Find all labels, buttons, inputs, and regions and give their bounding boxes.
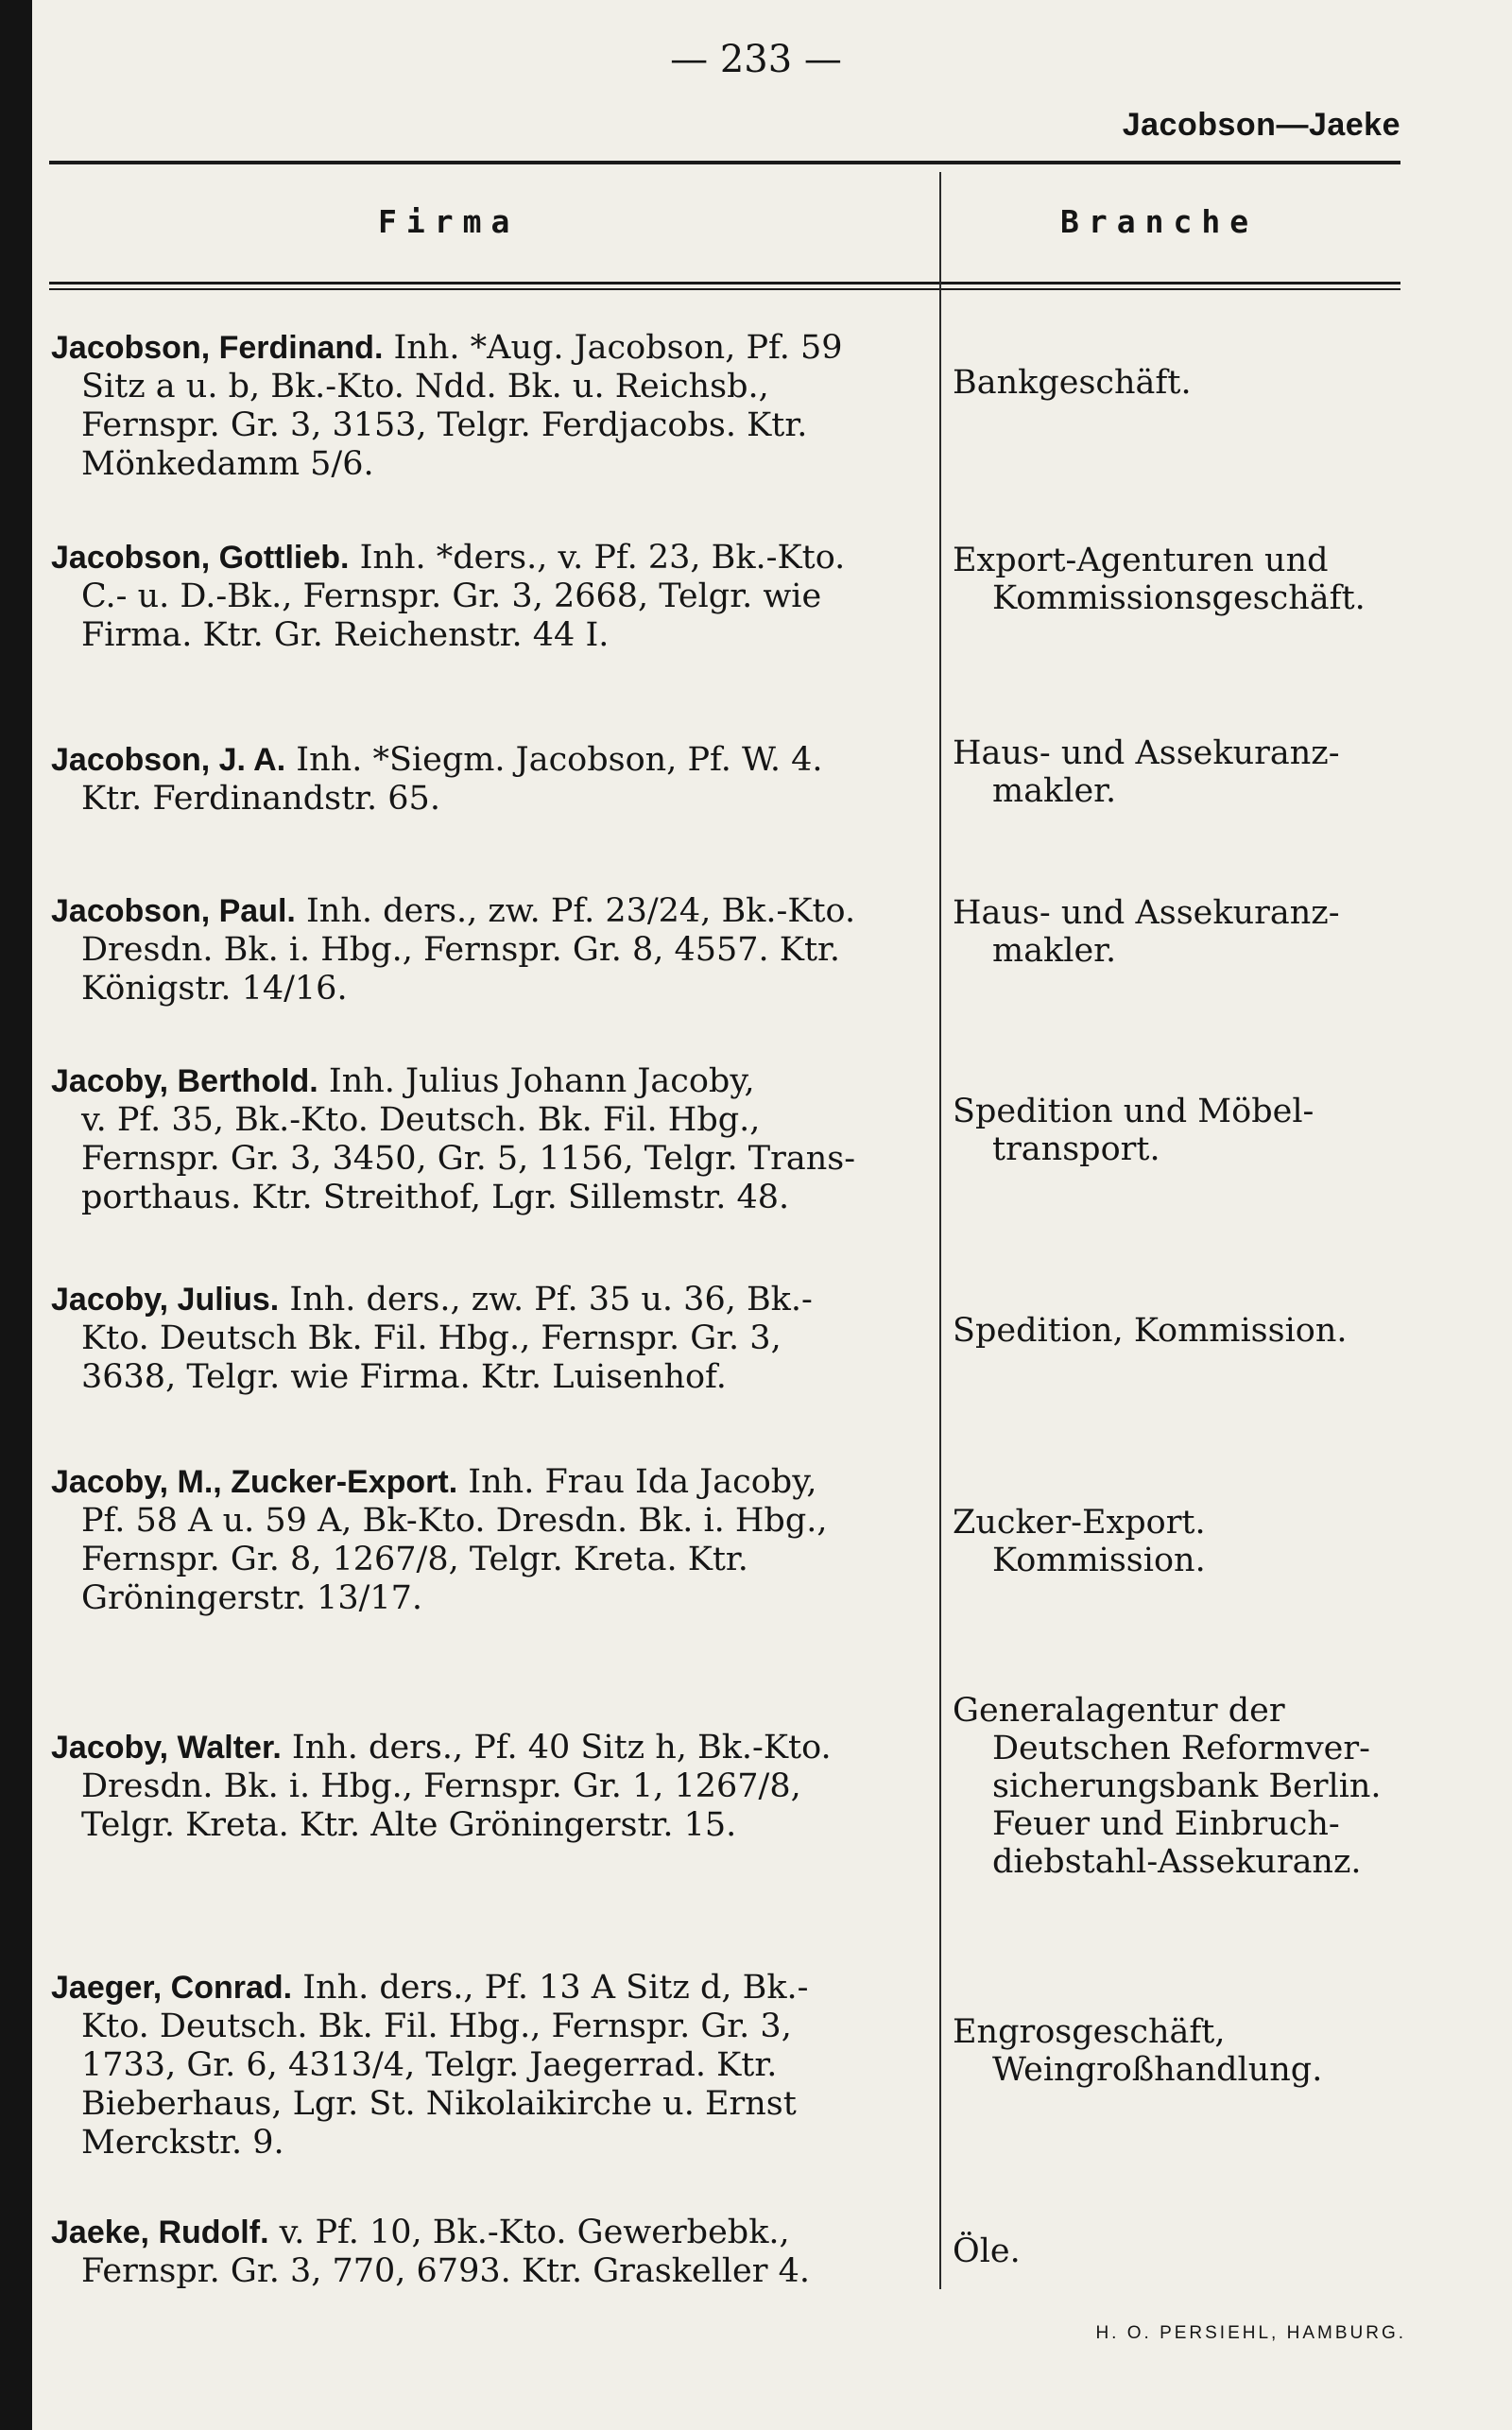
firm-name: Jacoby, Berthold. (51, 1063, 318, 1099)
branche-text: diebstahl-Assekuranz. (992, 1843, 1362, 1881)
entry-text: Fernspr. Gr. 3, 3450, Gr. 5, 1156, Telgr. Trans- (81, 1140, 856, 1178)
firm-name: Jacobson, Ferdinand. (51, 330, 384, 366)
firm-name: Jaeke, Rudolf. (51, 2215, 269, 2250)
branche-text: Spedition, Kommission. (953, 1312, 1348, 1350)
branche-entry (953, 894, 1406, 970)
directory-entry (51, 329, 930, 484)
entry-text: Kto. Deutsch Bk. Fil. Hbg., Fernspr. Gr. 3, (81, 1319, 782, 1357)
entry-text: Bieberhaus, Lgr. St. Nikolaikirche u. Ernst (81, 2085, 797, 2123)
directory-entry (51, 1729, 930, 1845)
entry-text: Dresdn. Bk. i. Hbg., Fernspr. Gr. 1, 1267/8, (81, 1767, 801, 1805)
entry-text: 3638, Telgr. wie Firma. Ktr. Luisenhof. (81, 1358, 727, 1396)
directory-entry (51, 2214, 930, 2291)
branche-text: makler. (992, 932, 1117, 970)
header-rule-bottom-1 (49, 282, 1400, 284)
entry-text: Inh. *ders., v. Pf. 23, Bk.-Kto. (349, 539, 846, 577)
book-spine-shadow (0, 0, 32, 2430)
branche-text: Bankgeschäft. (953, 364, 1192, 402)
entry-text: Fernspr. Gr. 8, 1267/8, Telgr. Kreta. Ktr. (81, 1541, 748, 1578)
directory-entry (51, 1969, 930, 2163)
entry-text: Mönkedamm 5/6. (81, 445, 374, 483)
column-divider (939, 172, 941, 2289)
entry-text: v. Pf. 35, Bk.-Kto. Deutsch. Bk. Fil. Hbg., (81, 1101, 761, 1139)
branche-entry (953, 1312, 1406, 1350)
branche-text: Haus- und Assekuranz- (953, 734, 1340, 772)
entry-text: Inh. *Siegm. Jacobson, Pf. W. 4. (285, 741, 823, 779)
branche-entry (953, 542, 1406, 617)
branche-text: transport. (992, 1130, 1160, 1168)
entry-text: Inh. ders., Pf. 40 Sitz h, Bk.-Kto. (281, 1729, 832, 1766)
firm-name: Jacoby, Julius. (51, 1282, 280, 1318)
entry-text: Inh. Julius Johann Jacoby, (318, 1062, 755, 1100)
directory-entry (51, 741, 930, 819)
entry-text: Ktr. Ferdinandstr. 65. (81, 780, 440, 818)
branche-text: Feuer und Einbruch- (992, 1805, 1340, 1843)
branche-entry (953, 2013, 1406, 2089)
branche-text: Deutschen Reformver- (992, 1730, 1370, 1767)
entry-text: Kto. Deutsch. Bk. Fil. Hbg., Fernspr. Gr. 3, (81, 2008, 792, 2045)
firm-name: Jacobson, Paul. (51, 893, 296, 929)
entry-text: Fernspr. Gr. 3, 3153, Telgr. Ferdjacobs. Ktr. (81, 406, 808, 444)
entry-text: v. Pf. 10, Bk.-Kto. Gewerbebk., (268, 2214, 790, 2251)
entry-text: Inh. Frau Ida Jacoby, (457, 1463, 817, 1501)
printer-imprint: H. O. PERSIEHL, HAMBURG. (1095, 2323, 1406, 2343)
branche-text: Öle. (953, 2232, 1021, 2270)
header-rule-bottom-2 (49, 288, 1400, 290)
branche-entry (953, 1093, 1406, 1168)
entry-text: Telgr. Kreta. Ktr. Alte Gröningerstr. 15. (81, 1806, 737, 1844)
firm-name: Jacobson, Gottlieb. (51, 540, 350, 576)
running-head: Jacobson—Jaeke (1122, 107, 1400, 143)
directory-entry (51, 1281, 930, 1397)
entry-text: Pf. 58 A u. 59 A, Bk-Kto. Dresdn. Bk. i. Hbg., (81, 1502, 828, 1540)
branche-text: Generalagentur der (953, 1692, 1285, 1730)
firm-name: Jacoby, M., Zucker-Export. (51, 1464, 458, 1500)
branche-entry (953, 1504, 1406, 1579)
firm-name: Jacobson, J. A. (51, 742, 286, 778)
entry-text: Firma. Ktr. Gr. Reichenstr. 44 I. (81, 616, 610, 654)
page-number: — 233 — (670, 38, 842, 81)
entry-text: porthaus. Ktr. Streithof, Lgr. Sillemstr. 48. (81, 1179, 790, 1216)
entry-text: Merckstr. 9. (81, 2124, 284, 2162)
directory-entry (51, 892, 930, 1008)
firm-name: Jacoby, Walter. (51, 1730, 282, 1766)
entry-text: Inh. ders., zw. Pf. 35 u. 36, Bk.- (279, 1281, 813, 1318)
directory-entry (51, 539, 930, 655)
entry-text: Königstr. 14/16. (81, 970, 348, 1008)
entry-text: Sitz a u. b, Bk.-Kto. Ndd. Bk. u. Reichsb., (81, 368, 769, 405)
entry-text: Fernspr. Gr. 3, 770, 6793. Ktr. Graskeller 4. (81, 2252, 810, 2290)
entry-text: Inh. ders., zw. Pf. 23/24, Bk.-Kto. (295, 892, 856, 930)
branche-entry (953, 734, 1406, 810)
firm-name: Jaeger, Conrad. (51, 1970, 293, 2006)
branche-text: Kommissionsgeschäft. (992, 579, 1366, 617)
column-header-branche: Branche (1060, 203, 1259, 240)
header-rule-top (49, 161, 1400, 164)
branche-text: sicherungsbank Berlin. (992, 1767, 1382, 1805)
branche-text: Weingroßhandlung. (992, 2051, 1323, 2089)
branche-text: makler. (992, 772, 1117, 810)
entry-text: 1733, Gr. 6, 4313/4, Telgr. Jaegerrad. Ktr. (81, 2046, 778, 2084)
entry-text: Dresdn. Bk. i. Hbg., Fernspr. Gr. 8, 4557. Ktr. (81, 931, 841, 969)
branche-entry (953, 1692, 1406, 1881)
branche-text: Kommission. (992, 1542, 1206, 1579)
branche-entry (953, 2232, 1406, 2270)
directory-entry (51, 1062, 930, 1217)
entry-text: C.- u. D.-Bk., Fernspr. Gr. 3, 2668, Telgr. wie (81, 577, 822, 615)
branche-text: Engrosgeschäft, (953, 2013, 1226, 2051)
entry-text: Gröningerstr. 13/17. (81, 1579, 423, 1617)
branche-text: Export-Agenturen und (953, 542, 1329, 579)
branche-entry (953, 364, 1406, 402)
entry-text: Inh. *Aug. Jacobson, Pf. 59 (383, 329, 843, 367)
branche-text: Haus- und Assekuranz- (953, 894, 1340, 932)
column-header-firma: Firma (378, 203, 520, 240)
directory-entry (51, 1463, 930, 1618)
branche-text: Zucker-Export. (953, 1504, 1206, 1542)
entry-text: Inh. ders., Pf. 13 A Sitz d, Bk.- (292, 1969, 809, 2007)
branche-text: Spedition und Möbel- (953, 1093, 1314, 1130)
